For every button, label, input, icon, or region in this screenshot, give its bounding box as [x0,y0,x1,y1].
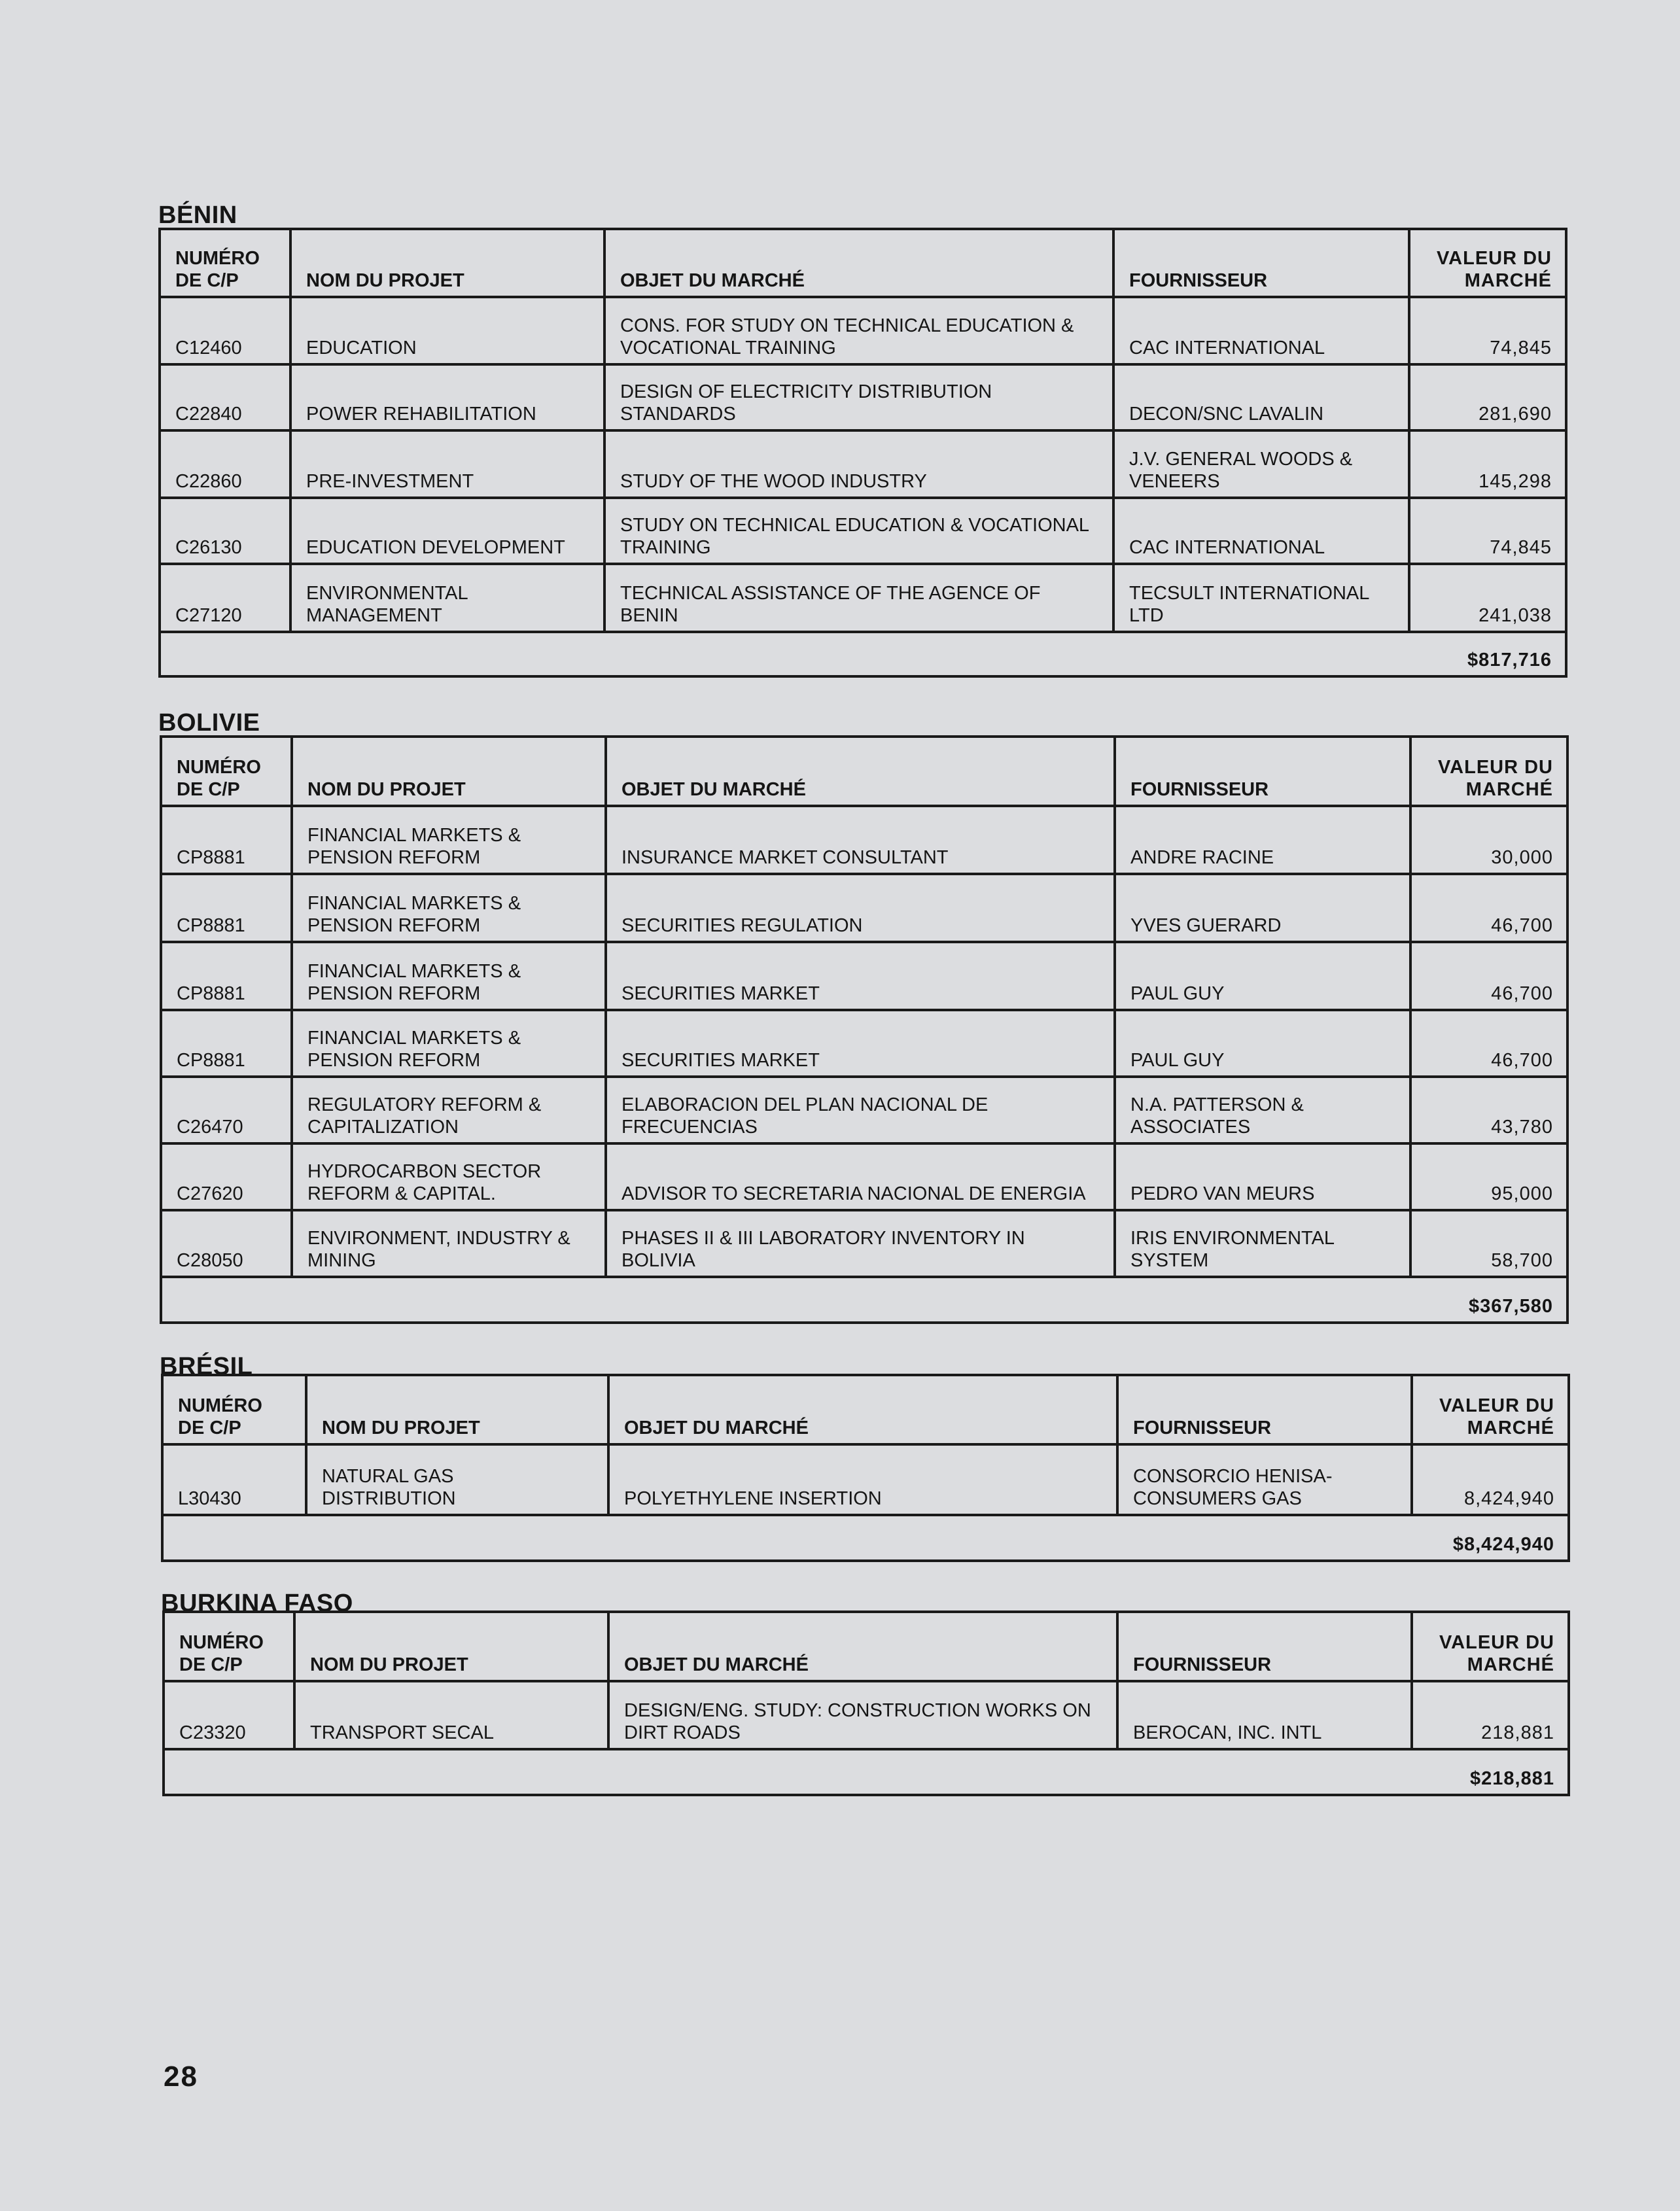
cell-valeur: 46,700 [1410,1010,1567,1077]
table-row [161,1143,1567,1210]
header-projet: NOM DU PROJET [294,1612,608,1681]
section-title-bolivie: BOLIVIE [158,709,260,737]
table-row [160,564,1566,632]
cell-objet: ADVISOR TO SECRETARIA NACIONAL DE ENERGIA [606,1143,1115,1210]
table-header-row [164,1612,1569,1681]
cell-objet: SECURITIES REGULATION [606,874,1115,942]
total-value: $367,580 [161,1277,1567,1323]
cell-fournisseur: YVES GUERARD [1115,874,1410,942]
cell-projet: FINANCIAL MARKETS & PENSION REFORM [292,806,606,874]
cell-valeur: 8,424,940 [1412,1444,1569,1515]
cell-fournisseur: TECSULT INTERNATIONAL LTD [1113,564,1409,632]
table-header-row [160,229,1566,297]
cell-valeur: 74,845 [1409,297,1566,364]
cell-num: CP8881 [161,806,292,874]
cell-objet: PHASES II & III LABORATORY INVENTORY IN BOLIVIA [606,1210,1115,1277]
cell-fournisseur: IRIS ENVIRONMENTAL SYSTEM [1115,1210,1410,1277]
cell-fournisseur: J.V. GENERAL WOODS & VENEERS [1113,430,1409,498]
total-row [164,1749,1569,1795]
section-title-burkina: BURKINA FASO [161,1590,353,1617]
section-title-benin: BÉNIN [158,201,237,229]
cell-projet: ENVIRONMENT, INDUSTRY & MINING [292,1210,606,1277]
header-projet: NOM DU PROJET [306,1375,608,1444]
cell-fournisseur: N.A. PATTERSON & ASSOCIATES [1115,1077,1410,1143]
header-objet: OBJET DU MARCHÉ [608,1612,1117,1681]
cell-fournisseur: CONSORCIO HENISA-CONSUMERS GAS [1117,1444,1412,1515]
table-row [164,1681,1569,1749]
cell-valeur: 30,000 [1410,806,1567,874]
cell-num: CP8881 [161,874,292,942]
cell-objet: DESIGN OF ELECTRICITY DISTRIBUTION STANDARDS [604,364,1113,430]
cell-num: C23320 [164,1681,294,1749]
bresil-table [161,1374,1570,1562]
cell-fournisseur: BEROCAN, INC. INTL [1117,1681,1412,1749]
header-fournisseur: FOURNISSEUR [1115,737,1410,806]
cell-fournisseur: PAUL GUY [1115,1010,1410,1077]
benin-table [158,228,1567,678]
cell-objet: STUDY OF THE WOOD INDUSTRY [604,430,1113,498]
cell-projet: PRE-INVESTMENT [290,430,604,498]
cell-fournisseur: DECON/SNC LAVALIN [1113,364,1409,430]
header-objet: OBJET DU MARCHÉ [608,1375,1117,1444]
cell-num: C22840 [160,364,290,430]
header-fournisseur: FOURNISSEUR [1113,229,1409,297]
table-row [161,942,1567,1010]
cell-projet: FINANCIAL MARKETS & PENSION REFORM [292,874,606,942]
cell-num: C28050 [161,1210,292,1277]
total-value: $817,716 [160,632,1566,676]
cell-fournisseur: PEDRO VAN MEURS [1115,1143,1410,1210]
cell-projet: NATURAL GAS DISTRIBUTION [306,1444,608,1515]
cell-fournisseur: ANDRE RACINE [1115,806,1410,874]
header-fournisseur: FOURNISSEUR [1117,1375,1412,1444]
cell-objet: SECURITIES MARKET [606,1010,1115,1077]
cell-projet: HYDROCARBON SECTOR REFORM & CAPITAL. [292,1143,606,1210]
cell-num: L30430 [162,1444,306,1515]
cell-objet: POLYETHYLENE INSERTION [608,1444,1117,1515]
header-numero: NUMÉRO DE C/P [161,737,292,806]
cell-num: C22860 [160,430,290,498]
section-title-bresil: BRÉSIL [160,1353,253,1380]
cell-valeur: 46,700 [1410,942,1567,1010]
cell-projet: EDUCATION [290,297,604,364]
cell-projet: REGULATORY REFORM & CAPITALIZATION [292,1077,606,1143]
page-number: 28 [164,2061,198,2093]
total-value: $218,881 [164,1749,1569,1795]
cell-projet: ENVIRONMENTAL MANAGEMENT [290,564,604,632]
cell-valeur: 145,298 [1409,430,1566,498]
table-row [160,498,1566,564]
cell-objet: DESIGN/ENG. STUDY: CONSTRUCTION WORKS ON DIRT ROADS [608,1681,1117,1749]
cell-num: C27620 [161,1143,292,1210]
cell-objet: SECURITIES MARKET [606,942,1115,1010]
cell-valeur: 281,690 [1409,364,1566,430]
cell-valeur: 241,038 [1409,564,1566,632]
cell-num: CP8881 [161,942,292,1010]
table-row [161,1077,1567,1143]
total-row [162,1515,1569,1561]
cell-projet: FINANCIAL MARKETS & PENSION REFORM [292,1010,606,1077]
cell-num: CP8881 [161,1010,292,1077]
table-row [161,1210,1567,1277]
header-numero: NUMÉRO DE C/P [160,229,290,297]
total-value: $8,424,940 [162,1515,1569,1561]
total-row [160,632,1566,676]
total-row [161,1277,1567,1323]
cell-projet: FINANCIAL MARKETS & PENSION REFORM [292,942,606,1010]
cell-num: C26130 [160,498,290,564]
header-fournisseur: FOURNISSEUR [1117,1612,1412,1681]
header-numero: NUMÉRO DE C/P [162,1375,306,1444]
table-row [160,430,1566,498]
header-objet: OBJET DU MARCHÉ [604,229,1113,297]
cell-objet: STUDY ON TECHNICAL EDUCATION & VOCATIONAL TRAINING [604,498,1113,564]
cell-fournisseur: PAUL GUY [1115,942,1410,1010]
cell-valeur: 218,881 [1412,1681,1569,1749]
cell-objet: ELABORACION DEL PLAN NACIONAL DE FRECUENCIAS [606,1077,1115,1143]
cell-num: C27120 [160,564,290,632]
header-projet: NOM DU PROJET [292,737,606,806]
header-valeur: VALEUR DU MARCHÉ [1412,1612,1569,1681]
table-row [160,364,1566,430]
cell-valeur: 95,000 [1410,1143,1567,1210]
table-row [161,874,1567,942]
cell-objet: CONS. FOR STUDY ON TECHNICAL EDUCATION & VOCATIONAL TRAINING [604,297,1113,364]
header-valeur: VALEUR DU MARCHÉ [1410,737,1567,806]
table-header-row [162,1375,1569,1444]
cell-valeur: 58,700 [1410,1210,1567,1277]
header-numero: NUMÉRO DE C/P [164,1612,294,1681]
cell-valeur: 46,700 [1410,874,1567,942]
cell-objet: INSURANCE MARKET CONSULTANT [606,806,1115,874]
cell-fournisseur: CAC INTERNATIONAL [1113,498,1409,564]
burkina-table [162,1610,1570,1796]
header-objet: OBJET DU MARCHÉ [606,737,1115,806]
cell-valeur: 74,845 [1409,498,1566,564]
cell-num: C26470 [161,1077,292,1143]
cell-fournisseur: CAC INTERNATIONAL [1113,297,1409,364]
cell-num: C12460 [160,297,290,364]
table-row [161,806,1567,874]
cell-objet: TECHNICAL ASSISTANCE OF THE AGENCE OF BENIN [604,564,1113,632]
cell-projet: POWER REHABILITATION [290,364,604,430]
bolivie-table [160,735,1569,1324]
table-row [161,1010,1567,1077]
cell-projet: EDUCATION DEVELOPMENT [290,498,604,564]
cell-projet: TRANSPORT SECAL [294,1681,608,1749]
cell-valeur: 43,780 [1410,1077,1567,1143]
table-row [160,297,1566,364]
header-valeur: VALEUR DU MARCHÉ [1409,229,1566,297]
header-projet: NOM DU PROJET [290,229,604,297]
header-valeur: VALEUR DU MARCHÉ [1412,1375,1569,1444]
table-header-row [161,737,1567,806]
table-row [162,1444,1569,1515]
